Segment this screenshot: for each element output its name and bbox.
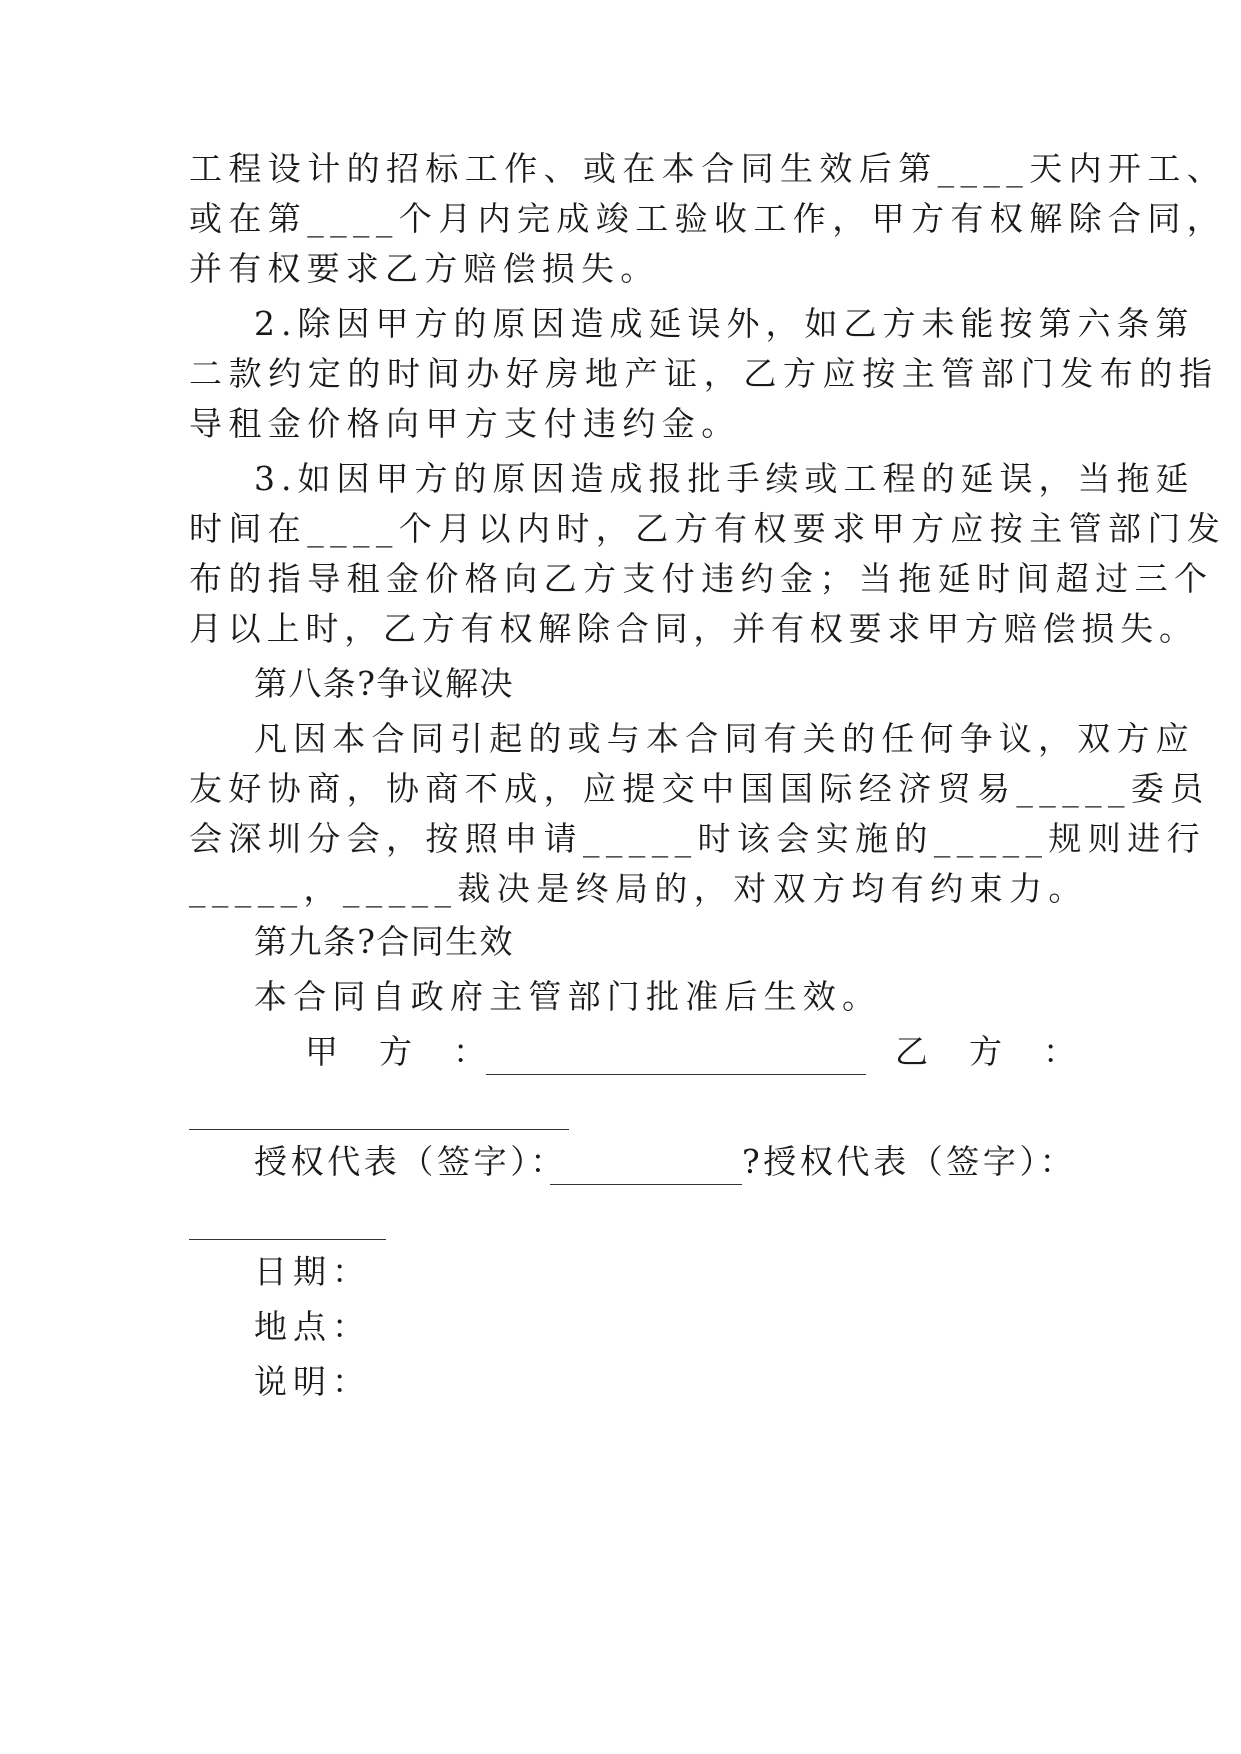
clause-item-3-line: 时间在____个月以内时，乙方有权要求甲方应按主管部门发 <box>189 509 1227 548</box>
rep-b-label: ?授权代表（签字）： <box>742 1142 1077 1181</box>
dispute-text-line: 会深圳分会，按照申请_____时该会实施的_____规则进行 <box>189 819 1206 858</box>
clause-item-2-line: 二款约定的时间办好房地产证，乙方应按主管部门发布的指 <box>189 354 1219 393</box>
rep-a-signature-line <box>550 1184 742 1185</box>
dispute-text-line: 凡因本合同引起的或与本合同有关的任何争议，双方应 <box>254 719 1195 758</box>
clause-item-3-line: 布的指导租金价格向乙方支付违约金；当拖延时间超过三个 <box>189 559 1214 598</box>
article-9-heading: 第九条?合同生效 <box>254 922 514 961</box>
clause-item-3-line: 3.如因甲方的原因造成报批手续或工程的延误，当拖延 <box>254 459 1195 498</box>
party-b-label: 乙 方 ： <box>895 1032 1080 1071</box>
dispute-text-line: _____，_____裁决是终局的，对双方均有约束力。 <box>189 869 1088 908</box>
rep-a-label: 授权代表（签字）： <box>254 1142 567 1181</box>
clause-item-2-line: 导租金价格向甲方支付违约金。 <box>189 404 741 443</box>
place-label: 地点： <box>254 1307 371 1346</box>
party-a-signature-line <box>486 1074 866 1075</box>
party-b-signature-line <box>189 1129 569 1130</box>
clause-item-3-line: 月以上时，乙方有权解除合同，并有权要求甲方赔偿损失。 <box>189 609 1198 648</box>
date-label: 日期： <box>254 1252 371 1291</box>
clause-text-line: 并有权要求乙方赔偿损失。 <box>189 249 660 288</box>
clause-item-2-line: 2.除因甲方的原因造成延误外，如乙方未能按第六条第 <box>254 304 1195 343</box>
party-a-label: 甲 方 ： <box>305 1032 490 1071</box>
dispute-text-line: 友好协商，协商不成，应提交中国国际经济贸易_____委员 <box>189 769 1210 808</box>
effective-text-line: 本合同自政府主管部门批准后生效。 <box>254 977 882 1016</box>
clause-text-line: 工程设计的招标工作、或在本合同生效后第____天内开工、 <box>189 149 1227 188</box>
note-label: 说明： <box>254 1362 371 1401</box>
article-8-heading: 第八条?争议解决 <box>254 664 514 703</box>
rep-b-signature-line <box>189 1239 386 1240</box>
clause-text-line: 或在第____个月内完成竣工验收工作，甲方有权解除合同， <box>189 199 1227 238</box>
